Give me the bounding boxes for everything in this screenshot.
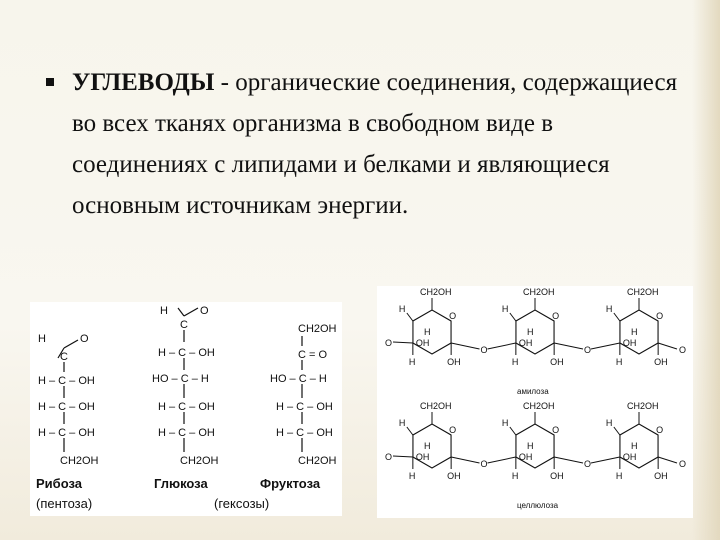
top-chain-ring-3-inner-h: H: [631, 327, 638, 337]
glucose-h-bond: [178, 308, 184, 316]
glucose-top-h: H: [160, 305, 168, 317]
top-chain-link-1a: [451, 343, 479, 349]
top-chain-ring-1-h-bond: [407, 313, 413, 321]
bottom-chain-ring-2-inner-h: H: [527, 441, 534, 451]
hexose-class: (гексозы): [214, 496, 270, 511]
ribose-class: (пентоза): [36, 496, 93, 511]
bottom-chain-ring-2-ring-o: O: [552, 425, 560, 435]
top-chain-ring-3-ch2oh: CH2OH: [627, 287, 659, 297]
bottom-chain-ring-2-low-h: H: [511, 471, 519, 481]
top-chain-link-o-end: O: [679, 345, 687, 355]
ribose-bottom: CH2OH: [60, 455, 99, 467]
bottom-chain-ring-2-inner-oh: OH: [518, 452, 533, 462]
ribose-row-1: H – C – OH: [38, 375, 95, 387]
ribose-row-2: H – C – OH: [38, 401, 95, 413]
top-chain-link-2b: [591, 343, 620, 349]
bottom-chain-ring-1-h1: H: [398, 418, 406, 428]
top-chain-ring-3-inner-oh: OH: [622, 338, 637, 348]
glucose-row-3: H – C – OH: [158, 401, 215, 413]
ribose-top-o: O: [80, 333, 89, 345]
bottom-chain-ring-1-inner-oh: OH: [415, 452, 430, 462]
fructose-bottom: CH2OH: [298, 455, 337, 467]
glucose-bottom: CH2OH: [180, 455, 219, 467]
top-chain-ring-1-low-oh: OH: [447, 357, 461, 367]
fructose-row-1: HO – C – H: [270, 373, 327, 385]
top-chain-link-start: [393, 342, 413, 343]
glucose-top-o: O: [200, 305, 209, 317]
bottom-chain-ring-1-h-bond: [407, 427, 413, 435]
top-chain-ring-2-inner-oh: OH: [518, 338, 533, 348]
top-chain-ring-2-ch2oh: CH2OH: [523, 287, 555, 297]
top-chain-ring-2-ring-o: O: [552, 311, 560, 321]
monosaccharide-formulas-diagram: [30, 302, 342, 516]
bottom-chain-ring-2-ch2oh: CH2OH: [523, 401, 555, 411]
top-chain-link-o-start: O: [385, 338, 393, 348]
top-chain-ring-2-low-h: H: [511, 357, 519, 367]
top-chain-ring-3-low-h: H: [615, 357, 623, 367]
bottom-chain-ring-3-inner-h: H: [631, 441, 638, 451]
glucose-row-1: H – C – OH: [158, 347, 215, 359]
glucose-row-2: HO – C – H: [152, 373, 209, 385]
top-chain-ring-3-h1: H: [605, 304, 613, 314]
bottom-chain-link-o-1: O: [480, 459, 488, 469]
bottom-chain-ring-3-h-bond: [614, 427, 620, 435]
bottom-chain-ring-1-low-h: H: [408, 471, 416, 481]
top-chain-link-1b: [488, 343, 516, 349]
bottom-chain-ring-2-h1: H: [501, 418, 509, 428]
top-chain-ring-1-ch2oh: CH2OH: [420, 287, 452, 297]
bottom-chain-ring-1-ch2oh: CH2OH: [420, 401, 452, 411]
bottom-chain-link-2a: [554, 457, 583, 463]
bottom-chain-link-o-end: O: [679, 459, 687, 469]
bottom-chain-link-o-start: O: [385, 452, 393, 462]
top-chain-link-o-1: O: [480, 345, 488, 355]
bottom-chain-link-2b: [591, 457, 620, 463]
bottom-chain-ring-3-ring-o: O: [656, 425, 664, 435]
bottom-chain-link-start: [393, 456, 413, 457]
ribose-row-3: H – C – OH: [38, 427, 95, 439]
polysaccharide-chains-panel: [377, 286, 693, 518]
bottom-chain-ring-3-h1: H: [605, 418, 613, 428]
glucose-o-bond: [184, 308, 198, 316]
ribose-o-bond: [64, 340, 78, 348]
bottom-chain-ring-2-low-oh: OH: [550, 471, 564, 481]
fructose-row-2: H – C – OH: [276, 401, 333, 413]
bottom-chain-link-1b: [488, 457, 516, 463]
bottom-chain-ring-2-h-bond: [510, 427, 516, 435]
top-chain-link-2a: [554, 343, 583, 349]
bottom-chain-ring-3-inner-oh: OH: [622, 452, 637, 462]
glucose-row-4: H – C – OH: [158, 427, 215, 439]
fructose-top: CH2OH: [298, 323, 337, 335]
top-chain-ring-3-ring-o: O: [656, 311, 664, 321]
ribose-top-h: H: [38, 333, 46, 345]
glucose-name: Глюкоза: [154, 476, 208, 491]
top-chain-ring-2-low-oh: OH: [550, 357, 564, 367]
top-chain-ring-1-low-h: H: [408, 357, 416, 367]
bottom-chain-ring-3-low-h: H: [615, 471, 623, 481]
top-chain-ring-2-inner-h: H: [527, 327, 534, 337]
top-chain-ring-3-low-oh: OH: [654, 357, 668, 367]
bottom-chain-ring-3-ch2oh: CH2OH: [627, 401, 659, 411]
bottom-chain-ring-1-inner-h: H: [424, 441, 431, 451]
polysaccharide-chains-diagram: [377, 286, 693, 518]
top-chain-link-end: [658, 343, 677, 349]
top-chain-ring-3-h-bond: [614, 313, 620, 321]
bullet-term: УГЛЕВОДЫ: [72, 69, 215, 96]
fructose-name: Фруктоза: [260, 476, 321, 491]
top-chain-ring-1-inner-h: H: [424, 327, 431, 337]
bullet-text: органические соединения, содержащиеся во всех тканях организма в свободном виде в соединениях с липидами и белками и являющиеся основным источникам энергии.: [72, 69, 678, 219]
bottom-chain-ring-3-low-oh: OH: [654, 471, 668, 481]
glucose-c1: C: [180, 319, 188, 331]
bottom-chain-caption: целлюлоза: [517, 501, 559, 510]
bottom-chain-link-o-2: O: [584, 459, 592, 469]
bullet-separator: -: [214, 69, 236, 96]
slide-edge-decoration: [692, 0, 720, 540]
top-chain-ring-1-inner-oh: OH: [415, 338, 430, 348]
fructose-c2: C = O: [298, 349, 328, 361]
top-chain-ring-1-ring-o: O: [449, 311, 457, 321]
monosaccharide-formulas-panel: [30, 302, 342, 516]
ribose-name: Рибоза: [36, 476, 82, 491]
ribose-c1: C: [60, 351, 68, 363]
bottom-chain-link-1a: [451, 457, 479, 463]
bottom-chain-ring-1-ring-o: O: [449, 425, 457, 435]
fructose-row-3: H – C – OH: [276, 427, 333, 439]
bottom-chain-link-end: [658, 457, 677, 463]
bullet-square-icon: [46, 78, 54, 86]
top-chain-ring-1-h1: H: [398, 304, 406, 314]
bottom-chain-ring-1-low-oh: OH: [447, 471, 461, 481]
bullet-paragraph: [72, 62, 692, 226]
top-chain-ring-2-h1: H: [501, 304, 509, 314]
top-chain-caption: амилоза: [517, 387, 549, 396]
top-chain-link-o-2: O: [584, 345, 592, 355]
top-chain-ring-2-h-bond: [510, 313, 516, 321]
